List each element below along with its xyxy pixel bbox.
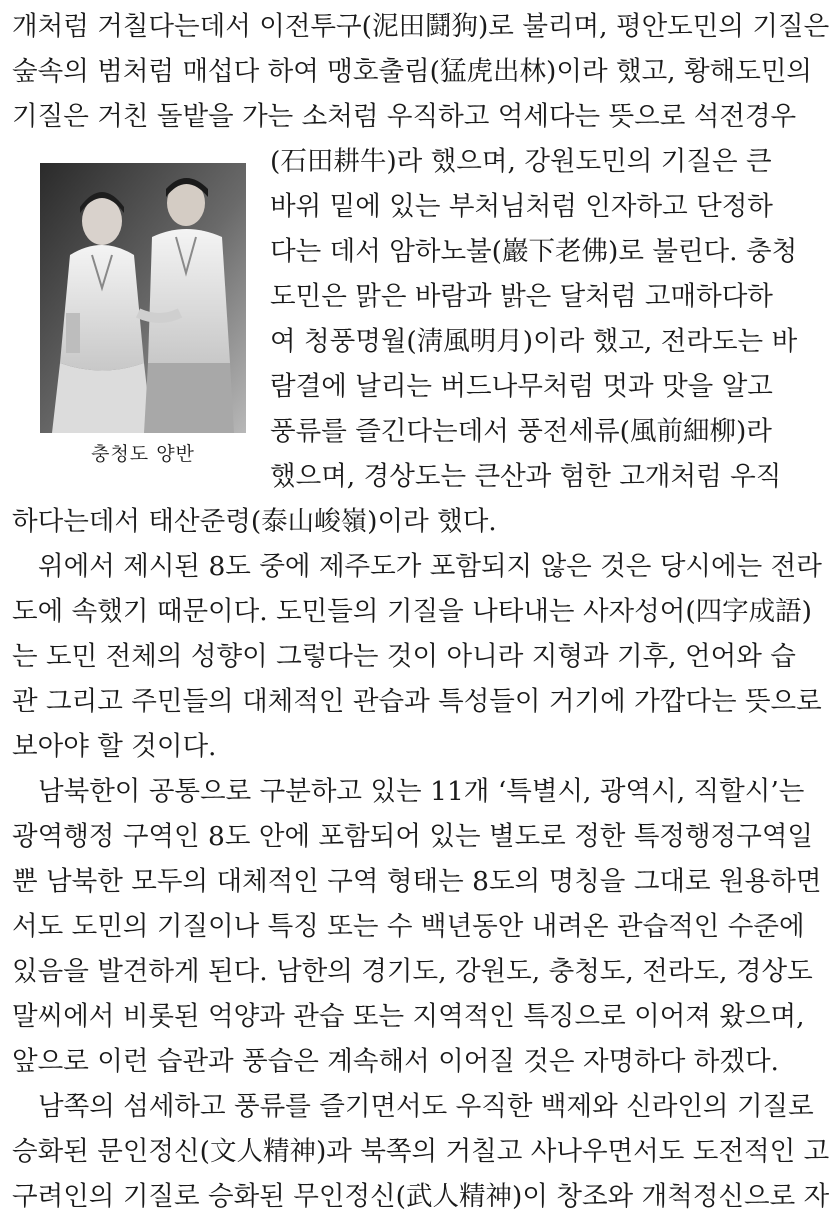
- text-line: 숲속의 범처럼 매섭다 하여 맹호출림(猛虎出林)이라 했고, 황해도민의: [12, 56, 813, 87]
- text-line: 도에 속했기 때문이다. 도민들의 기질을 나타내는 사자성어(四字成語): [12, 596, 813, 627]
- paragraph-first-line: 위에서 제시된 8도 중에 제주도가 포함되지 않은 것은 당시에는 전라: [38, 551, 822, 582]
- text-line: 승화된 문인정신(文人精神)과 북쪽의 거칠고 사나우면서도 도전적인 고: [12, 1136, 829, 1167]
- figure: [40, 163, 246, 463]
- photo-couple-in-hanbok: [40, 163, 246, 433]
- text-line: 기질은 거친 돌밭을 가는 소처럼 우직하고 억세다는 뜻으로 석전경우: [12, 101, 797, 132]
- text-line: 보아야 할 것이다.: [12, 731, 217, 762]
- figure-caption: 충청도 양반: [91, 443, 195, 465]
- paragraph-first-line: 남쪽의 섬세하고 풍류를 즐기면서도 우직한 백제와 신라인의 기질로: [38, 1091, 814, 1122]
- text-line: 는 도민 전체의 성향이 그렇다는 것이 아니라 지형과 기후, 언어와 습: [12, 641, 796, 672]
- text-line: 하다는데서 태산준령(泰山峻嶺)이라 했다.: [12, 506, 497, 537]
- text-line: 풍류를 즐긴다는데서 풍전세류(風前細柳)라: [270, 416, 772, 447]
- text-line: 앞으로 이런 습관과 풍습은 계속해서 이어질 것은 자명하다 하겠다.: [12, 1046, 779, 1077]
- text-line: 구려인의 기질로 승화된 무인정신(武人精神)이 창조와 개척정신으로 자: [12, 1181, 829, 1212]
- text-line: 관 그리고 주민들의 대체적인 관습과 특성들이 거기에 가깝다는 뜻으로: [12, 686, 822, 717]
- figure-wrap-block: [12, 139, 798, 499]
- text-line: 다는 데서 암하노불(巖下老佛)로 불린다. 충청: [270, 236, 798, 267]
- text-line: 뿐 남북한 모두의 대체적인 구역 형태는 8도의 명칭을 그대로 원용하면: [12, 866, 822, 897]
- text-line: 여 청풍명월(淸風明月)이라 했고, 전라도는 바: [270, 326, 798, 357]
- photo-illustration: [40, 163, 246, 433]
- paragraph-first-line: 남북한이 공통으로 구분하고 있는 11개 ‘특별시, 광역시, 직할시’는: [38, 776, 805, 807]
- text-line: 광역행정 구역인 8도 안에 포함되어 있는 별도로 정한 특정행정구역일: [12, 821, 814, 852]
- text-line: 바위 밑에 있는 부처님처럼 인자하고 단정하: [270, 191, 773, 222]
- text-line: 서도 도민의 기질이나 특징 또는 수 백년동안 내려온 관습적인 수준에: [12, 911, 805, 942]
- text-line: 있음을 발견하게 된다. 남한의 경기도, 강원도, 충청도, 전라도, 경상도: [12, 956, 813, 987]
- text-line: 말씨에서 비롯된 억양과 관습 또는 지역적인 특징으로 이어져 왔으며,: [12, 1001, 805, 1032]
- text-line: 도민은 맑은 바람과 밝은 달처럼 고매하다하: [270, 281, 773, 312]
- text-line: (石田耕牛)라 했으며, 강원도민의 기질은 큰: [270, 146, 772, 177]
- text-line: 했으며, 경상도는 큰산과 험한 고개처럼 우직: [270, 461, 782, 492]
- text-line: 람결에 날리는 버드나무처럼 멋과 맛을 알고: [270, 371, 773, 402]
- text-line: 개처럼 거칠다는데서 이전투구(泥田鬪狗)로 불리며, 평안도민의 기질은: [12, 11, 829, 42]
